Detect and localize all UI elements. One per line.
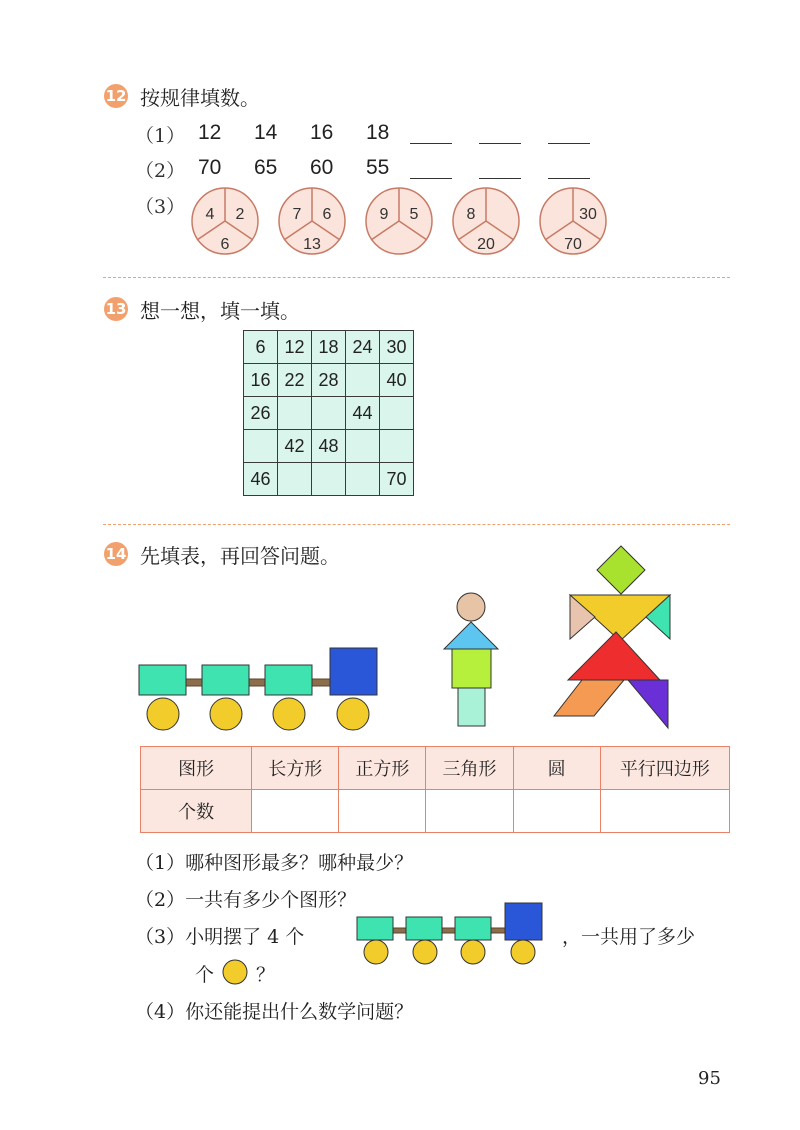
table-input-cell[interactable] xyxy=(600,790,729,833)
head-circle xyxy=(457,593,485,621)
yellow-circle-icon xyxy=(221,958,249,986)
grid-cell: 44 xyxy=(346,397,380,430)
grid-cell: 22 xyxy=(278,364,312,397)
answer-blank[interactable] xyxy=(479,143,521,144)
number-circle xyxy=(453,188,519,254)
yellow-circle xyxy=(210,698,242,730)
grid-cell[interactable] xyxy=(380,397,414,430)
yellow-circle xyxy=(337,698,369,730)
number-circle xyxy=(366,188,432,254)
number-grid xyxy=(243,330,414,496)
sequence-row-2 xyxy=(198,156,422,180)
seq-value: 18 xyxy=(366,121,390,144)
answer-blank[interactable] xyxy=(410,178,452,179)
green-rectangle xyxy=(265,665,312,695)
question-14-title: 先填表，再回答问题。 xyxy=(140,544,340,568)
number-circle xyxy=(192,188,258,254)
table-header-cell: 平行四边形 xyxy=(600,747,729,790)
circle-value: 20 xyxy=(477,236,495,253)
green-diamond xyxy=(597,546,645,594)
table-input-cell[interactable] xyxy=(339,790,426,833)
question-index: （3） xyxy=(135,926,186,948)
grid-cell: 16 xyxy=(244,364,278,397)
question-4 xyxy=(135,997,413,1024)
circle-value: 5 xyxy=(409,206,419,223)
table-header-cell: 圆 xyxy=(513,747,600,790)
grid-cell: 40 xyxy=(380,364,414,397)
seq-value: 12 xyxy=(198,121,222,144)
circle-value: 70 xyxy=(564,236,582,253)
answer-blank[interactable] xyxy=(548,178,590,179)
question-13-badge: 13 xyxy=(104,297,128,321)
grid-cell[interactable] xyxy=(278,463,312,496)
table-input-cell[interactable] xyxy=(513,790,600,833)
question-12-title: 按规律填数。 xyxy=(140,86,260,110)
question-text: 哪种图形最多？哪种最少？ xyxy=(185,852,414,874)
yellow-circle xyxy=(273,698,305,730)
section-divider xyxy=(103,524,730,525)
question-3 xyxy=(135,922,304,949)
answer-blank[interactable] xyxy=(548,143,590,144)
question-text: 小明摆了 4 个 xyxy=(185,926,305,948)
seq-value: 60 xyxy=(310,156,334,179)
table-header-cell: 三角形 xyxy=(426,747,513,790)
purple-triangle xyxy=(628,680,668,728)
section-divider xyxy=(103,277,730,278)
table-row-label: 个数 xyxy=(141,790,252,833)
grid-cell: 24 xyxy=(346,331,380,364)
row2-index: （2） xyxy=(135,160,186,182)
grid-cell: 28 xyxy=(312,364,346,397)
seq-value: 16 xyxy=(310,121,334,144)
question-13-title: 想一想，填一填。 xyxy=(140,299,300,323)
circle-value: 6 xyxy=(322,206,332,223)
grid-cell: 46 xyxy=(244,463,278,496)
question-3-continued: ，一共用了多少 xyxy=(562,926,696,948)
grid-cell[interactable] xyxy=(346,364,380,397)
grid-cell: 42 xyxy=(278,430,312,463)
grid-cell[interactable] xyxy=(312,463,346,496)
yellow-circle xyxy=(511,940,535,964)
grid-cell[interactable] xyxy=(312,397,346,430)
grid-cell[interactable] xyxy=(244,430,278,463)
question-12-badge: 12 xyxy=(104,84,128,108)
small-train-picture xyxy=(354,900,548,968)
number-circles xyxy=(186,186,616,256)
grid-cell: 48 xyxy=(312,430,346,463)
table-input-cell[interactable] xyxy=(252,790,339,833)
blue-square xyxy=(505,903,542,940)
circle-value: 9 xyxy=(379,206,389,223)
number-circle xyxy=(540,188,606,254)
question-text: 你还能提出什么数学问题？ xyxy=(185,1001,414,1023)
green-rectangle xyxy=(202,665,249,695)
shape-count-table xyxy=(140,746,730,833)
question-14-badge: 14 xyxy=(104,542,128,566)
question-index: （4） xyxy=(135,1001,186,1023)
tangram-figure xyxy=(548,544,672,730)
question-index: （1） xyxy=(135,852,186,874)
yellow-circle xyxy=(413,940,437,964)
row3-index: （3） xyxy=(135,196,186,218)
page-number: 95 xyxy=(698,1068,721,1089)
grid-cell[interactable] xyxy=(346,430,380,463)
orange-parallelogram xyxy=(554,680,624,716)
question-3-line2-before: 个 xyxy=(195,964,215,986)
yellow-circle xyxy=(461,940,485,964)
yellow-circle xyxy=(364,940,388,964)
yellow-circle xyxy=(147,698,179,730)
question-3-line2-after: ？ xyxy=(256,964,276,986)
table-input-cell[interactable] xyxy=(426,790,513,833)
circle-value: 2 xyxy=(235,206,245,223)
seq-value: 65 xyxy=(254,156,278,179)
grid-cell[interactable] xyxy=(278,397,312,430)
grid-cell: 70 xyxy=(380,463,414,496)
circle-value: 13 xyxy=(303,236,321,253)
table-header-cell: 长方形 xyxy=(252,747,339,790)
mint-rectangle xyxy=(458,688,485,726)
seq-value: 14 xyxy=(254,121,278,144)
circle-value: 7 xyxy=(292,206,302,223)
green-rectangle xyxy=(139,665,186,695)
seq-value: 70 xyxy=(198,156,222,179)
question-index: （2） xyxy=(135,889,186,911)
grid-cell: 30 xyxy=(380,331,414,364)
green-rectangle xyxy=(455,917,491,940)
circle-value: 6 xyxy=(220,236,230,253)
sequence-row-1 xyxy=(198,121,422,145)
grid-cell[interactable] xyxy=(380,430,414,463)
blue-triangle xyxy=(444,622,498,649)
grid-cell: 26 xyxy=(244,397,278,430)
question-2 xyxy=(135,885,356,912)
grid-cell: 12 xyxy=(278,331,312,364)
blue-square xyxy=(330,648,377,695)
green-rectangle xyxy=(406,917,442,940)
question-text: 一共有多少个图形？ xyxy=(185,889,357,911)
train-picture xyxy=(136,645,386,735)
circle-value: 30 xyxy=(579,206,597,223)
circle-value: 8 xyxy=(466,206,476,223)
table-header-cell: 正方形 xyxy=(339,747,426,790)
circle-value: 4 xyxy=(205,206,215,223)
answer-blank[interactable] xyxy=(479,178,521,179)
person-figure xyxy=(440,590,504,730)
green-square xyxy=(452,649,491,688)
answer-blank[interactable] xyxy=(410,143,452,144)
grid-cell: 6 xyxy=(244,331,278,364)
row1-index: （1） xyxy=(135,125,186,147)
green-rectangle xyxy=(357,917,393,940)
number-circle xyxy=(279,188,345,254)
seq-value: 55 xyxy=(366,156,390,179)
red-triangle xyxy=(568,632,660,680)
grid-cell[interactable] xyxy=(346,463,380,496)
table-header-cell: 图形 xyxy=(141,747,252,790)
grid-cell: 18 xyxy=(312,331,346,364)
question-1 xyxy=(135,848,413,875)
